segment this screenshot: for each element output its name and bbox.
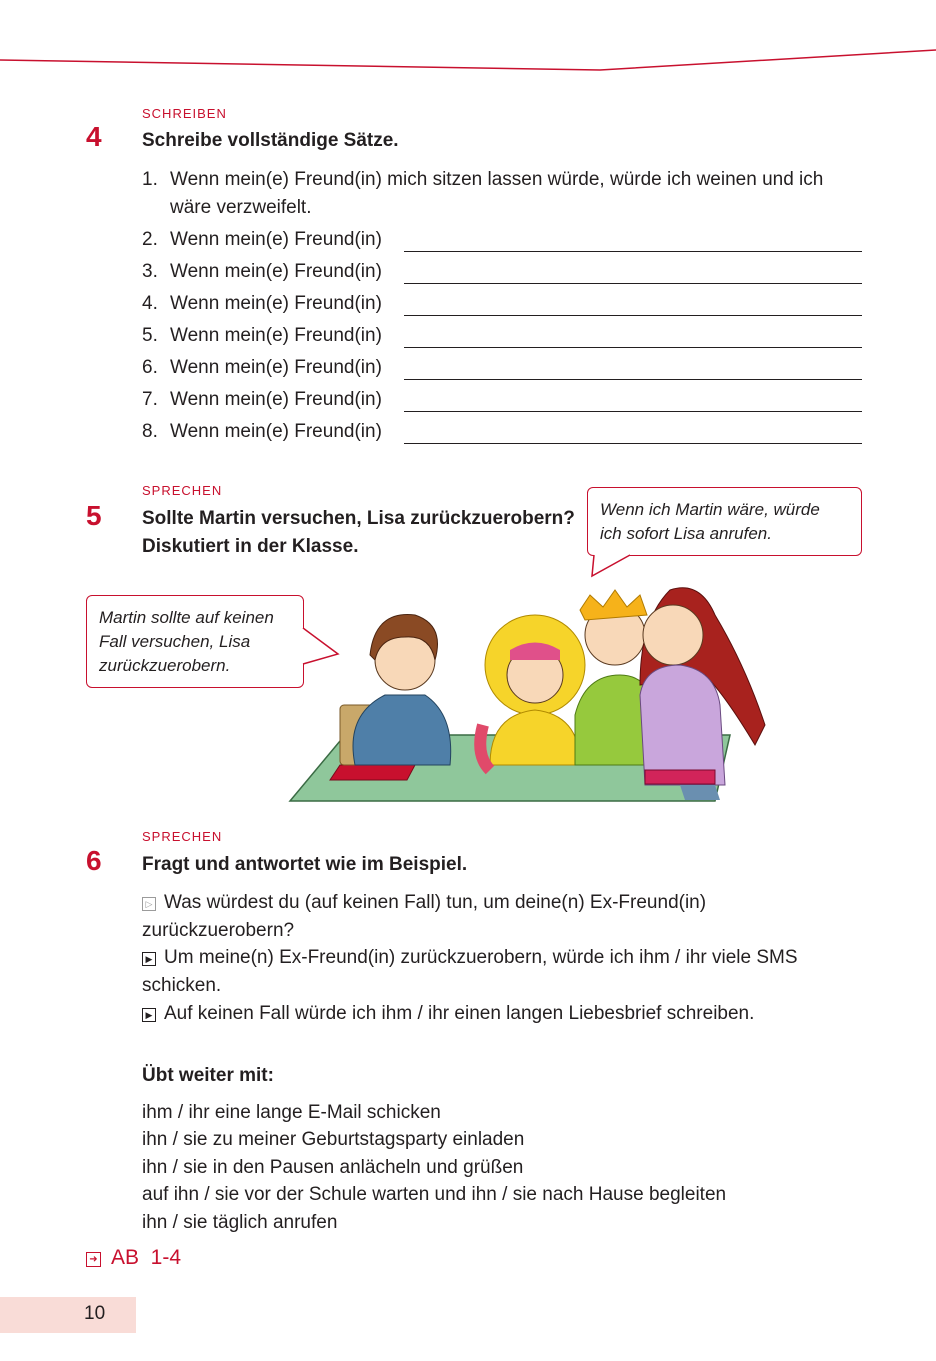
dialogue-text: Auf keinen Fall würde ich ihm / ihr einen langen Liebesbrief schreiben.: [164, 1003, 755, 1024]
item-number: 2.: [142, 229, 158, 250]
exercise4-number: 4: [86, 121, 102, 152]
practice-item: ihn / sie täglich anrufen: [142, 1212, 338, 1233]
list-item-continuation: wäre verzweifelt.: [170, 197, 312, 218]
item-text: Wenn mein(e) Freund(in): [170, 357, 382, 378]
list-item: [142, 354, 862, 382]
list-item: [142, 322, 862, 350]
speaker-marker-icon: ▷: [142, 897, 156, 911]
answer-line[interactable]: [404, 443, 862, 444]
item-number: 5.: [142, 325, 158, 346]
exercise5-instruction-2: Diskutiert in der Klasse.: [142, 536, 359, 557]
list-item: [142, 418, 862, 446]
item-text: Wenn mein(e) Freund(in): [170, 261, 382, 282]
speaker-marker-icon: ▶: [142, 1008, 156, 1022]
exercise6-instruction: Fragt und antwortet wie im Beispiel.: [142, 854, 468, 875]
workbook-reference-text: AB 1-4: [111, 1246, 182, 1269]
page-number-tab: [0, 1297, 136, 1333]
list-item: [142, 290, 862, 318]
item-text: Wenn mein(e) Freund(in): [170, 293, 382, 314]
arrow-link-icon: ➜: [86, 1252, 101, 1267]
answer-line[interactable]: [404, 283, 862, 284]
bubble-text: Martin sollte auf keinen: [99, 608, 274, 627]
exercise6-number: 6: [86, 845, 102, 876]
dialogue-line: [142, 1000, 862, 1028]
list-item: [142, 226, 862, 254]
practice-item: ihn / sie zu meiner Geburtstagsparty einladen: [142, 1129, 525, 1150]
answer-line[interactable]: [404, 347, 862, 348]
answer-line[interactable]: [404, 315, 862, 316]
answer-line[interactable]: [404, 411, 862, 412]
list-item: [142, 386, 862, 414]
item-number: 8.: [142, 421, 158, 442]
dialogue-line: [142, 944, 862, 972]
students-illustration: [285, 575, 775, 805]
item-number: 3.: [142, 261, 158, 282]
item-number: 1.: [142, 169, 158, 190]
item-number: 6.: [142, 357, 158, 378]
exercise5-number: 5: [86, 500, 102, 531]
practice-item: auf ihn / sie vor der Schule warten und ihn / sie nach Hause begleiten: [142, 1184, 727, 1205]
workbook-reference[interactable]: [86, 1246, 181, 1270]
dialogue-text-continuation: schicken.: [142, 975, 222, 996]
item-number: 4.: [142, 293, 158, 314]
exercise6-label: SPRECHEN: [142, 829, 223, 844]
bubble-text: ich sofort Lisa anrufen.: [600, 524, 772, 543]
item-text: Wenn mein(e) Freund(in): [170, 229, 382, 250]
item-text: Wenn mein(e) Freund(in): [170, 389, 382, 410]
exercise5-instruction-1: Sollte Martin versuchen, Lisa zurückzuerobern?: [142, 508, 575, 529]
practice-item: ihm / ihr eine lange E-Mail schicken: [142, 1102, 441, 1123]
item-text: Wenn mein(e) Freund(in): [170, 325, 382, 346]
answer-line[interactable]: [404, 379, 862, 380]
item-number: 7.: [142, 389, 158, 410]
answer-line[interactable]: [404, 251, 862, 252]
item-text: Wenn mein(e) Freund(in): [170, 421, 382, 442]
dialogue-line: [142, 889, 862, 917]
speech-bubble-left: [86, 595, 304, 688]
top-rule: [0, 40, 936, 80]
practice-title: Übt weiter mit:: [142, 1065, 274, 1086]
exercise4-instruction: Schreibe vollständige Sätze.: [142, 130, 399, 151]
bubble-text: zurückzuerobern.: [99, 656, 231, 675]
practice-item: ihn / sie in den Pausen anlächeln und grüßen: [142, 1157, 524, 1178]
list-item: [142, 258, 862, 286]
exercise5-label: SPRECHEN: [142, 483, 223, 498]
dialogue-text-continuation: zurückzuerobern?: [142, 920, 295, 941]
exercise4-label: SCHREIBEN: [142, 106, 227, 121]
page-number: 10: [84, 1303, 106, 1324]
speaker-marker-icon: ▶: [142, 952, 156, 966]
bubble-text: Fall versuchen, Lisa: [99, 632, 251, 651]
list-item: [142, 166, 862, 194]
item-text: Wenn mein(e) Freund(in) mich sitzen lassen würde, würde ich weinen und ich: [170, 169, 824, 190]
bubble-text: Wenn ich Martin wäre, würde: [600, 500, 820, 519]
dialogue-text: Was würdest du (auf keinen Fall) tun, um deine(n) Ex-Freund(in): [164, 892, 707, 913]
dialogue-text: Um meine(n) Ex-Freund(in) zurückzuerobern, würde ich ihm / ihr viele SMS: [164, 947, 798, 968]
speech-bubble-right: [587, 487, 862, 556]
